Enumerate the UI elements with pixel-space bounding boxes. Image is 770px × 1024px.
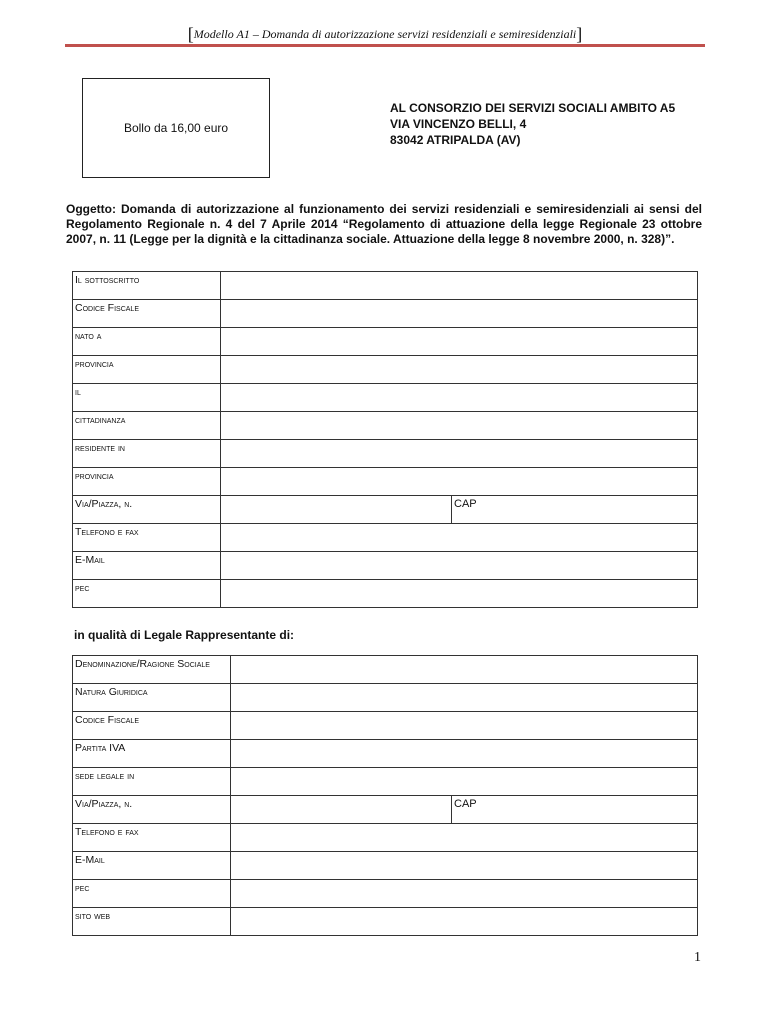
field-input-data-nascita[interactable]	[221, 384, 698, 412]
organization-form-table	[72, 655, 698, 936]
form-row	[73, 824, 698, 852]
form-row	[73, 684, 698, 712]
subject-paragraph: Oggetto: Domanda di autorizzazione al funzionamento dei servizi residenziali e semiresidenziali ai sensi del Regolamento Regionale n. 4 del 7 Aprile 2014 “Regolamento di attuazione della legge Regionale 23 ottobre 2007, n. 11 (Legge per la dignità e la cittadinanza sociale. Attuazione della legge 8 novembre 2000, n. 328)”.	[66, 202, 702, 246]
form-row	[73, 524, 698, 552]
field-input-email[interactable]	[221, 552, 698, 580]
recipient-line-1: AL CONSORZIO DEI SERVIZI SOCIALI AMBITO A5	[390, 101, 676, 115]
field-input-cittadinanza[interactable]	[221, 412, 698, 440]
form-row	[73, 580, 698, 608]
field-label-partita-iva: Partita IVA	[73, 740, 231, 768]
form-row	[73, 272, 698, 300]
field-input-org-telefono-fax[interactable]	[231, 824, 698, 852]
form-row	[73, 440, 698, 468]
field-input-sede-legale[interactable]	[231, 768, 698, 796]
recipient-address	[390, 100, 675, 148]
field-input-telefono-fax[interactable]	[221, 524, 698, 552]
field-input-sito-web[interactable]	[231, 908, 698, 936]
field-input-org-cap[interactable]	[452, 796, 698, 824]
field-label-via-piazza: Via/Piazza, n.	[73, 496, 221, 524]
field-input-org-pec[interactable]	[231, 880, 698, 908]
field-label-residente-in: residente in	[73, 440, 221, 468]
form-row	[73, 740, 698, 768]
field-label-org-codice-fiscale: Codice Fiscale	[73, 712, 231, 740]
legal-representative-heading: in qualità di Legale Rappresentante di:	[74, 628, 295, 642]
form-row	[73, 468, 698, 496]
form-row	[73, 852, 698, 880]
form-row	[73, 796, 698, 824]
field-input-denominazione[interactable]	[231, 656, 698, 684]
recipient-line-3: 83042 ATRIPALDA (AV)	[390, 133, 521, 147]
header-rule	[65, 44, 705, 47]
form-row	[73, 496, 698, 524]
field-input-sottoscritto[interactable]	[221, 272, 698, 300]
field-label-sede-legale: sede legale in	[73, 768, 231, 796]
field-label-codice-fiscale: Codice Fiscale	[73, 300, 221, 328]
field-label-provincia-nascita: provincia	[73, 356, 221, 384]
field-label-org-pec: pec	[73, 880, 231, 908]
cap-label: CAP	[454, 798, 477, 810]
form-row	[73, 656, 698, 684]
field-label-telefono-fax: Telefono e fax	[73, 524, 221, 552]
field-input-provincia-residenza[interactable]	[221, 468, 698, 496]
field-input-codice-fiscale[interactable]	[221, 300, 698, 328]
field-label-org-via-piazza: Via/Piazza, n.	[73, 796, 231, 824]
field-label-cittadinanza: cittadinanza	[73, 412, 221, 440]
bollo-box	[82, 78, 270, 178]
form-row	[73, 908, 698, 936]
page-number: 1	[694, 950, 701, 965]
field-input-provincia-nascita[interactable]	[221, 356, 698, 384]
header-bracket-close: ]	[576, 24, 583, 44]
field-label-sottoscritto: Il sottoscritto	[73, 272, 221, 300]
field-input-org-via-piazza[interactable]	[231, 796, 452, 824]
bollo-label: Bollo da 16,00 euro	[123, 121, 229, 135]
field-input-via-piazza[interactable]	[221, 496, 452, 524]
form-row	[73, 300, 698, 328]
header-bracket-open: [	[187, 24, 194, 44]
form-row	[73, 412, 698, 440]
field-label-sito-web: sito web	[73, 908, 231, 936]
field-label-org-telefono-fax: Telefono e fax	[73, 824, 231, 852]
field-input-org-codice-fiscale[interactable]	[231, 712, 698, 740]
form-row	[73, 384, 698, 412]
field-label-natura-giuridica: Natura Giuridica	[73, 684, 231, 712]
field-input-partita-iva[interactable]	[231, 740, 698, 768]
form-row	[73, 768, 698, 796]
cap-label: CAP	[454, 498, 477, 510]
form-row	[73, 328, 698, 356]
field-label-email: E-Mail	[73, 552, 221, 580]
field-label-denominazione: Denominazione/Ragione Sociale	[73, 656, 231, 684]
form-row	[73, 356, 698, 384]
field-input-pec[interactable]	[221, 580, 698, 608]
field-label-pec: pec	[73, 580, 221, 608]
field-input-nato-a[interactable]	[221, 328, 698, 356]
field-label-provincia-residenza: provincia	[73, 468, 221, 496]
form-row	[73, 712, 698, 740]
form-row	[73, 552, 698, 580]
field-label-nato-a: nato a	[73, 328, 221, 356]
field-label-org-email: E-Mail	[73, 852, 231, 880]
field-label-data-nascita: il	[73, 384, 221, 412]
document-header	[0, 24, 770, 45]
field-input-natura-giuridica[interactable]	[231, 684, 698, 712]
field-input-residente-in[interactable]	[221, 440, 698, 468]
applicant-form-table	[72, 271, 698, 608]
header-title: Modello A1 – Domanda di autorizzazione servizi residenziali e semiresidenziali	[193, 27, 577, 41]
form-row	[73, 880, 698, 908]
field-input-cap[interactable]	[452, 496, 698, 524]
field-input-org-email[interactable]	[231, 852, 698, 880]
recipient-line-2: VIA VINCENZO BELLI, 4	[390, 117, 527, 131]
